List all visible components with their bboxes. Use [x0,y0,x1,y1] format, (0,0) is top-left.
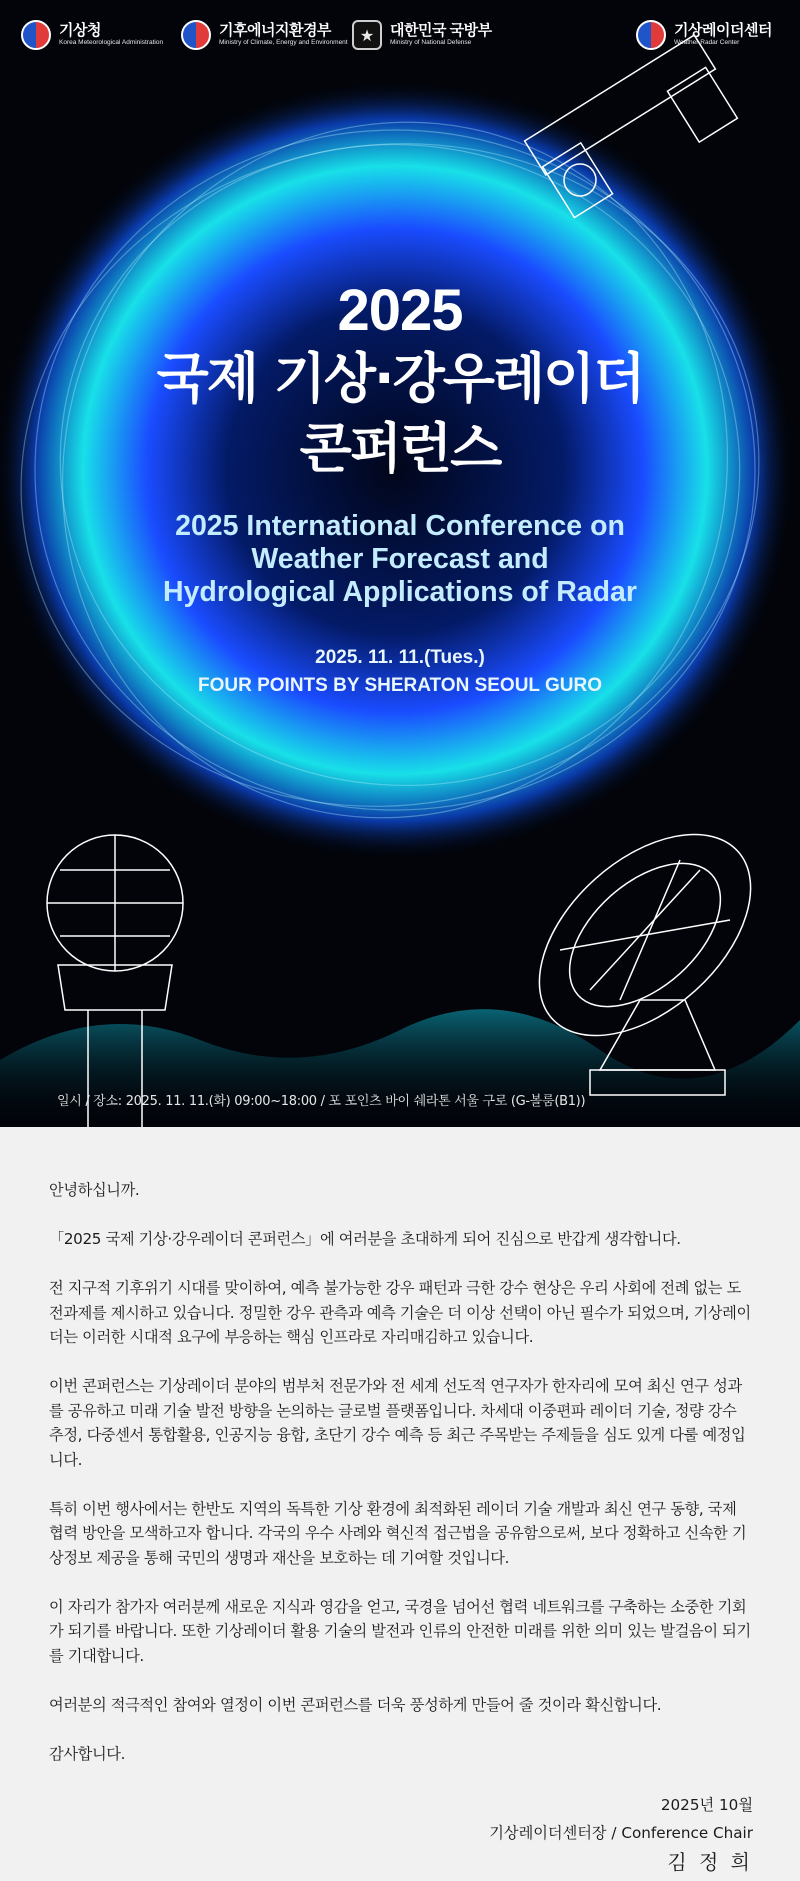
letter-paragraph: 「2025 국제 기상·강우레이더 콘퍼런스」에 여러분을 초대하게 되어 진심으로 반갑게 생각합니다. [49,1230,681,1248]
letter-paragraph: 이 자리가 참가자 여러분께 새로운 지식과 영감을 얻고, 국경을 넘어선 협력 네트워크를 구축하는 소중한 기회가 되기를 바랍니다. 또한 기상레이더 활용 기술의 발전과 인류의 안전한 미래를 위한 의미 있는 발걸음이 되기를 기대합니다. [49,1597,751,1665]
event-venue: FOUR POINTS BY SHERATON SEOUL GURO [198,675,602,696]
logo-subtitle: Korea Meteorological Administration [59,39,164,46]
logo-name: 대한민국 국방부 [390,22,492,39]
event-info-line: 일시 / 장소: 2025. 11. 11.(화) 09:00~18:00 / 포 포인츠 바이 쉐라톤 서울 구로 (G-볼룸(B1)) [57,1094,586,1109]
logo-mcee [181,20,348,50]
letter-paragraph: 전 지구적 기후위기 시대를 맞이하여, 예측 불가능한 강우 패턴과 극한 강수 현상은 우리 사회에 전례 없는 도전과제를 제시하고 있습니다. 정밀한 강우 관측과 예측 기술은 더 이상 선택이 아닌 필수가 되었으며, 기상레이더는 이러한 시대적 요구에 부응하는 핵심 인프라로 자리매김하고 있습니다. [49,1279,751,1346]
title-korean-line-1: 국제 기상·강우레이더 [156,347,644,410]
logo-name: 기상레이더센터 [674,22,772,39]
logo-kma [21,20,163,50]
signature-date: 2025년 10월 [660,1796,753,1814]
taegeuk-emblem-icon [636,20,666,50]
title-year: 2025 [337,278,463,343]
logo-name: 기후에너지환경부 [219,22,331,39]
signature-role: 기상레이더센터장 / Conference Chair [489,1824,753,1842]
logo-subtitle: Ministry of Climate, Energy and Environment [219,39,348,46]
title-korean-line-2: 콘퍼런스 [299,417,501,480]
letter-paragraph: 이번 콘퍼런스는 기상레이더 분야의 범부처 전문가와 전 세계 선도적 연구자가 한자리에 모여 최신 연구 성과를 공유하고 미래 기술 발전 방향을 논의하는 글로벌 플랫폼입니다. 차세대 이중편파 레이더 기술, 정량 강수 추정, 다중센서 통합활용, 인공지능 융합, 초단기 강수 예측 등 최근 주목받는 주제들을 심도 있게 다룰 예정입니다. [49,1377,746,1469]
taegeuk-emblem-icon [21,20,51,50]
title-english [0,510,800,609]
letter-paragraph: 여러분의 적극적인 참여와 열정이 이번 콘퍼런스를 더욱 풍성하게 만들어 줄 것이라 확신합니다. [49,1695,662,1714]
logo-mnd [352,20,492,50]
logo-subtitle: Ministry of National Defense [390,39,472,46]
signature-block [489,1791,753,1877]
letter-greeting: 안녕하십니까. [49,1181,140,1199]
letter-paragraph: 특히 이번 행사에서는 한반도 지역의 독특한 기상 환경에 최적화된 레이더 기술 개발과 최신 연구 동향, 국제 협력 방안을 모색하고자 합니다. 각국의 우수 사례와 혁신적 접근법을 공유함으로써, 보다 정확하고 신속한 기상정보 제공을 통해 국민의 생명과 재산을 보호하는 데 기여할 것입니다. [49,1499,747,1567]
signature-name: 김 정 희 [667,1850,753,1874]
title-english-line-1: 2025 International Conference on [175,510,625,542]
taegeuk-emblem-icon [181,20,211,50]
logo-name: 기상청 [59,22,101,39]
title-english-line-3: Hydrological Applications of Radar [162,576,637,608]
title-english-line-2: Weather Forecast and [251,543,549,575]
event-date: 2025. 11. 11.(Tues.) [315,647,485,668]
data-wave-terrain [0,1009,800,1127]
hero-title-block [0,278,800,699]
logo-subtitle: Weather Radar Center [674,39,740,46]
letter-closing: 감사합니다. [49,1744,126,1763]
logo-wrc [636,20,772,50]
invitation-letter [49,1178,753,1791]
defense-emblem-icon: ★ [352,20,382,50]
logo-bar [0,0,800,76]
